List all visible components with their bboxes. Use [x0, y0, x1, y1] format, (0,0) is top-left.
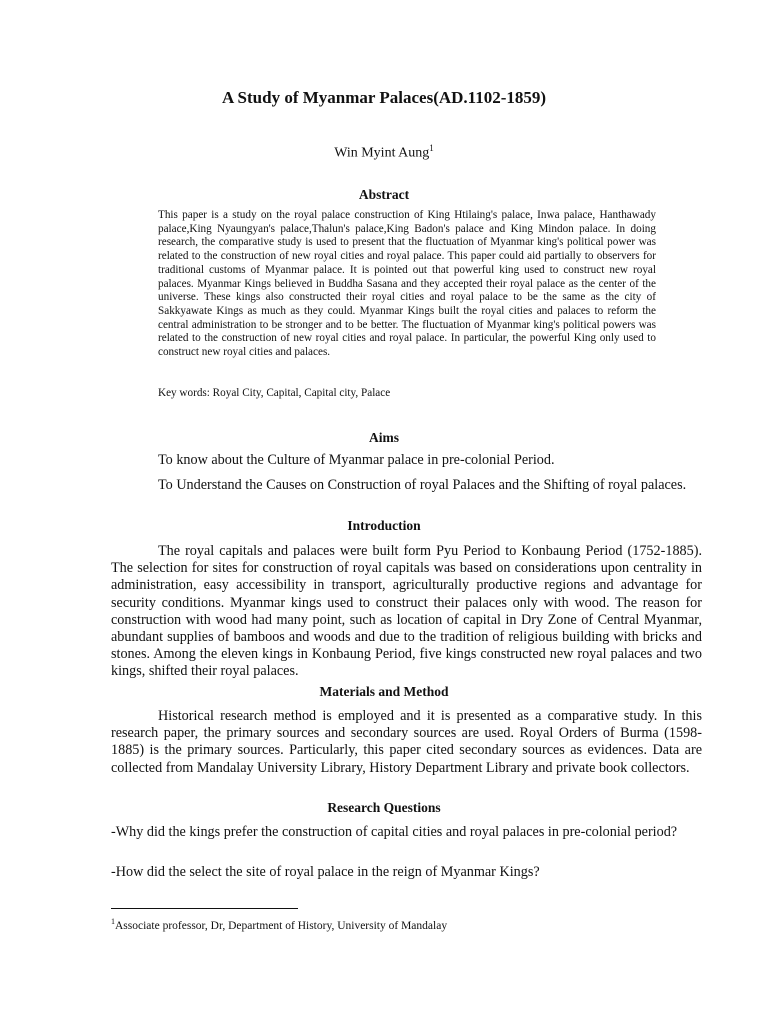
research-questions-section: [111, 824, 702, 841]
aims-item-2: To Understand the Causes on Construction of royal Palaces and the Shifting of royal palaces.: [158, 477, 687, 493]
aims-section: [111, 452, 702, 469]
aims-heading: Aims: [369, 430, 399, 445]
aims-item-1: To know about the Culture of Myanmar palace in pre-colonial Period.: [158, 452, 555, 468]
abstract-heading: Abstract: [358, 187, 410, 202]
introduction-section: [111, 543, 702, 681]
materials-text: Historical research method is employed and it is presented as a comparative study. In this research paper, the primary sources and secondary sources are used. Royal Orders of Burma (1598-1885) is the primary sources. Particularly, this paper cited secondary sources as evidences. Data are collected from Mandalay University Library, History Department Library and private book collectors.: [111, 708, 702, 776]
footnote: [111, 915, 702, 933]
paper-title: A Study of Myanmar Palaces(AD.1102-1859): [221, 88, 547, 107]
aims-section-2: [111, 477, 702, 494]
footnote-mark: 1: [111, 917, 115, 926]
keywords-line: Key words: Royal City, Capital, Capital city, Palace: [158, 387, 391, 399]
author-footnote-mark: 1: [429, 143, 434, 153]
materials-heading: Materials and Method: [319, 684, 449, 699]
materials-section: [111, 708, 702, 777]
research-question-1: -Why did the kings prefer the construction of capital cities and royal palaces in pre-colonial period?: [111, 824, 678, 840]
footnote-divider: [111, 908, 298, 909]
author-name: Win Myint Aung: [334, 145, 430, 161]
introduction-heading: Introduction: [347, 518, 421, 533]
author-line: [0, 139, 768, 163]
research-question-2: -How did the select the site of royal palace in the reign of Myanmar Kings?: [111, 864, 540, 880]
research-questions-section-2: [111, 864, 702, 881]
research-questions-heading: Research Questions: [327, 800, 441, 815]
abstract-body: [158, 209, 656, 360]
introduction-text: The royal capitals and palaces were built form Pyu Period to Konbaung Period (1752-1885). The selection for sites for construction of royal capitals was based on considerations upon centrality in administration, easy accessibility in transport, agriculturally productive regions and advantage for security conditions. Myanmar kings used to construct their palaces only with wood. The reason for construction with wood had many point, such as location of capital in Dry Zone of Central Myanmar, abundant supplies of bamboos and woods and due to the tradition of religious building with bricks and stones. Among the eleven kings in Konbaung Period, five kings constructed new royal palaces and two kings, shifted their royal palaces.: [111, 543, 702, 680]
abstract-text: This paper is a study on the royal palace construction of King Htilaing's palace, Inwa palace, Hanthawady palace,King Nyaungyan's palace,Thalun's palace,King Badon's palace and King Mindon palace. In doing research, the comparative study is used to present that the fluctuation of Myanmar king's political power was related to the construction of new royal cities and royal palace. This paper could aid partially to observers for traditional customs of Myanmar palace. It is pointed out that powerful king used to construct new royal palaces. Myanmar Kings believed in Buddha Sasana and they accepted their royal palace as the center of the universe. These kings also constructed their royal cities and royal palace to be the same as the city of Sakkyawate Kings as much as they could. Myanmar Kings built the royal cities and palaces to reform the central administration to be stronger and to be better. The fluctuation of Myanmar king's political powers was related to the construction of new royal cities and royal palace. In particular, the powerful King only used to construct new royal cities and palaces.: [158, 209, 656, 359]
footnote-text: Associate professor, Dr, Department of History, University of Mandalay: [115, 919, 448, 932]
